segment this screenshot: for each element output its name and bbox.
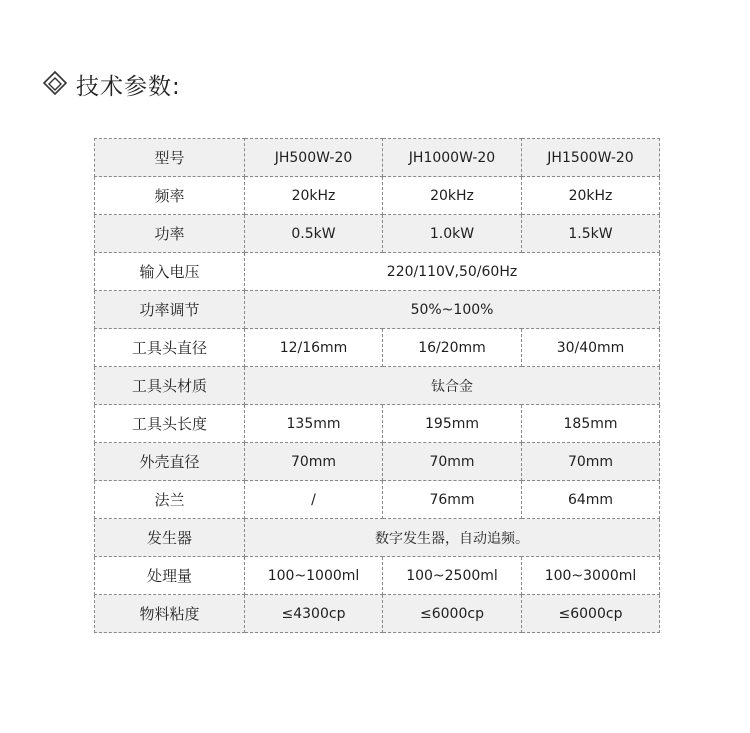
table-cell: ≤6000cp [522, 595, 660, 633]
table-cell: 1.0kW [383, 215, 522, 253]
table-cell-merged: 数字发生器，自动追频。 [245, 519, 660, 557]
table-row [95, 405, 660, 443]
table-cell: JH1000W-20 [383, 139, 522, 177]
row-label: 工具头直径 [95, 329, 245, 367]
table-cell: 30/40mm [522, 329, 660, 367]
table-cell: ≤4300cp [245, 595, 383, 633]
table-row [95, 215, 660, 253]
table-cell-merged: 220/110V,50/60Hz [245, 253, 660, 291]
table-cell: 64mm [522, 481, 660, 519]
row-label: 功率调节 [95, 291, 245, 329]
table-cell: 70mm [245, 443, 383, 481]
table-row [95, 519, 660, 557]
table-cell: 20kHz [245, 177, 383, 215]
spec-table-body [95, 139, 660, 633]
table-cell: JH500W-20 [245, 139, 383, 177]
table-row [95, 443, 660, 481]
table-row [95, 177, 660, 215]
table-cell: 0.5kW [245, 215, 383, 253]
table-cell: 70mm [383, 443, 522, 481]
double-diamond-icon [40, 69, 70, 99]
row-label: 输入电压 [95, 253, 245, 291]
table-cell: 16/20mm [383, 329, 522, 367]
table-cell: 100~1000ml [245, 557, 383, 595]
row-label: 型号 [95, 139, 245, 177]
row-label: 功率 [95, 215, 245, 253]
row-label: 频率 [95, 177, 245, 215]
table-cell: 185mm [522, 405, 660, 443]
table-row [95, 481, 660, 519]
table-cell: 1.5kW [522, 215, 660, 253]
table-cell: 76mm [383, 481, 522, 519]
table-row [95, 291, 660, 329]
table-cell: 100~2500ml [383, 557, 522, 595]
table-cell: 100~3000ml [522, 557, 660, 595]
spec-table [94, 138, 660, 633]
section-title: 技术参数: [76, 73, 181, 100]
table-cell: 20kHz [522, 177, 660, 215]
table-row [95, 595, 660, 633]
table-row [95, 139, 660, 177]
section-heading [40, 68, 181, 100]
row-label: 法兰 [95, 481, 245, 519]
table-row [95, 253, 660, 291]
row-label: 工具头材质 [95, 367, 245, 405]
table-row [95, 557, 660, 595]
table-cell: JH1500W-20 [522, 139, 660, 177]
row-label: 物料粘度 [95, 595, 245, 633]
table-cell: 135mm [245, 405, 383, 443]
table-row [95, 329, 660, 367]
row-label: 工具头长度 [95, 405, 245, 443]
table-row [95, 367, 660, 405]
table-cell: 20kHz [383, 177, 522, 215]
table-cell-merged: 50%~100% [245, 291, 660, 329]
table-cell: 70mm [522, 443, 660, 481]
row-label: 外壳直径 [95, 443, 245, 481]
table-cell: 12/16mm [245, 329, 383, 367]
table-cell-merged: 钛合金 [245, 367, 660, 405]
row-label: 发生器 [95, 519, 245, 557]
table-cell: ≤6000cp [383, 595, 522, 633]
table-cell: 195mm [383, 405, 522, 443]
row-label: 处理量 [95, 557, 245, 595]
table-cell: / [245, 481, 383, 519]
